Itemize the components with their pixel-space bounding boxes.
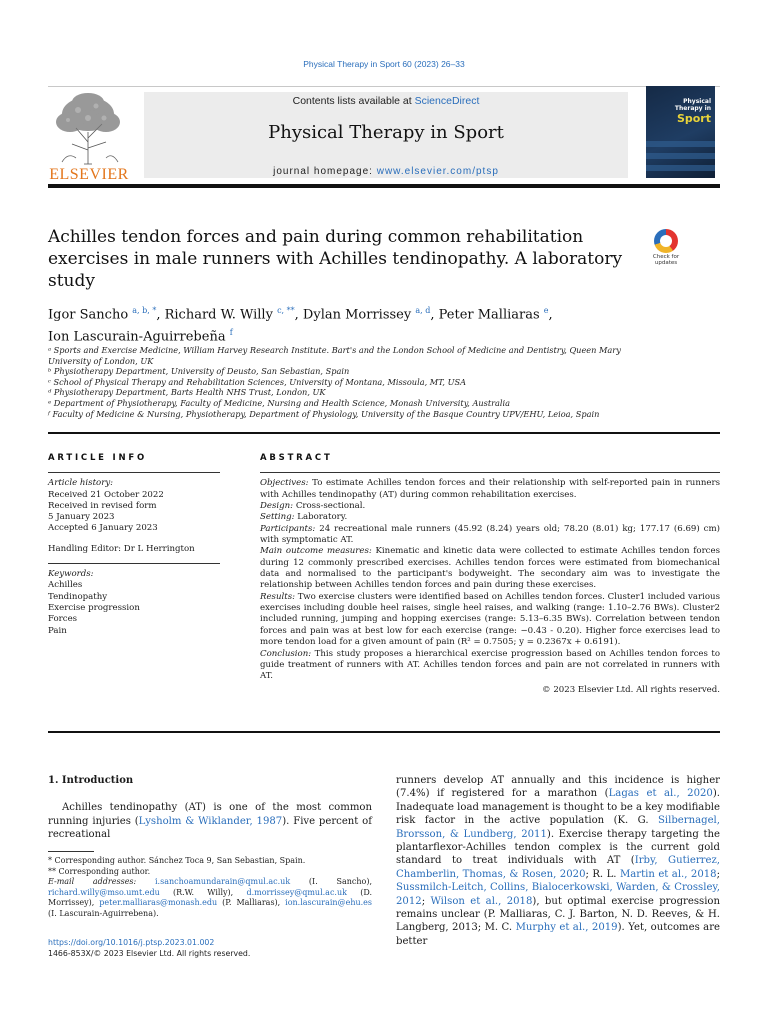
citation-link[interactable]: Sussmilch-Leitch, Collins, Bialocerkowski, Warden, & Crossley, 2012 — [396, 882, 720, 907]
keyword: Pain — [48, 625, 67, 636]
citation-link[interactable]: Martin et al., 2018 — [619, 868, 717, 880]
history-entry: 5 January 2023 — [48, 512, 115, 523]
author-affiliation-marker[interactable]: c, ** — [277, 306, 295, 315]
header-bottom-rule — [48, 184, 720, 188]
author-name[interactable]: Igor Sancho — [48, 307, 129, 323]
abstract-design — [260, 501, 720, 512]
check-for-updates-badge[interactable] — [646, 229, 686, 269]
abstract-results — [260, 592, 720, 649]
email-link[interactable]: ion.lascurain@ehu.es — [285, 898, 373, 908]
email-label: E-mail addresses: — [48, 877, 137, 887]
abstract-text: Two exercise clusters were identified based on Achilles tendon forces. Cluster1 included various exercises including double heel raises, single heel raises, and walking (range: 1.10–2.76 BWs). Cluster2 included running, jumping and hopping exercises (range: 5.13–6.35 BWs). Correlation between tendon forces and pain was at best low for each exercise (range: −0.43 - 0.20). Higher force exercises lead to more tendon load for a given amount of pain (R² = 0.7505; y = 0.2367x + 0.6191). — [260, 591, 720, 648]
homepage-prefix: journal homepage: — [273, 166, 377, 177]
cover-title-sport: Sport — [676, 112, 711, 125]
crossmark-label-line: updates — [654, 260, 678, 266]
keywords-rule — [48, 563, 220, 564]
abstract-text: Kinematic and kinetic data were collected to estimate Achilles tendon forces during 12 commonly prescribed exercises. Achilles tendon forces were estimated from biomechanical data and normalised to the participant's bodyweight. The secondary aim was to investigate the relationship between Achilles tendon forces and pain during these exercises. — [260, 546, 720, 591]
article-info-heading: ARTICLE INFO — [48, 453, 148, 463]
journal-title: Physical Therapy in Sport — [268, 122, 504, 143]
author-name[interactable]: Dylan Morrissey — [302, 307, 412, 323]
affiliation: ᶜ School of Physical Therapy and Rehabilitation Sciences, University of Montana, Missoula, MT, USA — [48, 376, 467, 387]
author-list — [48, 302, 648, 347]
email-link[interactable]: d.morrissey@qmul.ac.uk — [246, 887, 347, 897]
journal-cover-thumbnail[interactable] — [646, 86, 715, 178]
abstract-label: Main outcome measures: — [260, 546, 372, 557]
abstract-text: Cross-sectional. — [295, 501, 366, 512]
contents-prefix: Contents lists available at — [292, 95, 415, 107]
author-separator: , — [430, 307, 439, 323]
abstract-outcome-measures — [260, 546, 720, 591]
article-title: Achilles tendon forces and pain during common rehabilitation exercises in male runners with Achilles tendinopathy. A laboratory study — [48, 227, 623, 291]
footnotes — [48, 856, 372, 920]
citation-link[interactable]: Lagas et al., 2020 — [608, 788, 713, 800]
elsevier-logo[interactable] — [48, 92, 130, 184]
email-footnote — [48, 877, 372, 919]
author-separator: , — [548, 307, 553, 323]
citation-link[interactable]: Wilson et al., 2018 — [430, 895, 533, 907]
footnote: ** Corresponding author. — [48, 866, 151, 876]
footnote-rule — [48, 851, 94, 852]
abstract-label: Setting: — [260, 512, 295, 523]
cover-stripe — [646, 165, 715, 171]
citation-link[interactable]: Murphy et al., 2019 — [515, 922, 618, 934]
body-column-left — [48, 774, 372, 842]
abstract-text: This study proposes a hierarchical exercise progression based on Achilles tendon forces to guide treatment of runners with AT. Achilles tendon forces and pain are not correlated in runners with AT. — [260, 648, 721, 682]
journal-banner — [144, 92, 628, 178]
email-owner: (R.W. Willy), — [159, 887, 247, 897]
keyword: Tendinopathy — [48, 591, 108, 602]
email-owner: (P. Malliaras), — [217, 898, 286, 908]
abstract-participants — [260, 524, 720, 547]
body-paragraph — [48, 801, 372, 841]
abstract-rule — [260, 472, 720, 473]
affiliation: ᵃ Sports and Exercise Medicine, William Harvey Research Institute. Bart's and the London School of Medicine and Dentistry, Queen Mary University of London, UK — [48, 345, 621, 366]
abstract-text: Laboratory. — [297, 512, 348, 523]
doi-block — [48, 937, 250, 959]
abstract-label: Conclusion: — [260, 648, 312, 659]
author-affiliation-marker[interactable]: a, d — [415, 306, 431, 315]
affiliation: ᵈ Physiotherapy Department, Barts Health NHS Trust, London, UK — [48, 387, 326, 398]
body-column-right — [396, 774, 720, 948]
author-affiliation-marker[interactable]: e — [543, 306, 549, 315]
abstract-label: Design: — [260, 501, 294, 512]
keyword: Exercise progression — [48, 602, 140, 613]
crossmark-label — [646, 254, 686, 266]
author-name[interactable]: Ion Lascurain-Aguirrebeña — [48, 329, 226, 345]
section-rule — [48, 432, 720, 434]
citation-link[interactable]: Irby, Gutierrez, Chamberlin, Thomas, & Rosen, 2020 — [396, 855, 720, 880]
body-text: ). Inadequate load management is thought to be a key modifiable risk factor in the active population (K. G. — [396, 788, 721, 827]
elsevier-tree-icon — [48, 92, 130, 166]
keyword: Forces — [48, 614, 78, 625]
footnote: * Corresponding author. Sánchez Toca 9, San Sebastian, Spain. — [48, 856, 306, 865]
abstract-setting — [260, 512, 720, 523]
body-text: ). Exercise therapy targeting the plantarflexor-Achilles tendon complex is the current gold standard to treat individuals with AT ( — [396, 828, 721, 867]
abstract-conclusion — [260, 649, 720, 683]
cover-title — [675, 98, 711, 112]
cover-stripe — [646, 141, 715, 147]
author-affiliation-marker[interactable]: f — [229, 328, 233, 338]
email-link[interactable]: peter.malliaras@monash.edu — [99, 898, 218, 908]
section-rule — [48, 731, 720, 733]
section-heading-introduction: 1. Introduction — [48, 775, 134, 786]
article-history-label: Article history: — [48, 478, 114, 489]
homepage-line — [144, 166, 628, 177]
journal-homepage-link[interactable]: www.elsevier.com/ptsp — [376, 166, 499, 177]
author-affiliation-marker[interactable]: a, b, * — [132, 306, 157, 315]
body-text: ). Yet, outcomes are better — [396, 922, 720, 947]
abstract-label: Participants: — [260, 523, 316, 534]
journal-header — [48, 86, 720, 182]
handling-editor: Handling Editor: Dr L Herrington — [48, 543, 195, 554]
affiliation: ᵉ Department of Physiotherapy, Faculty of Medicine, Nursing and Health Science, Monash University, Australia — [48, 397, 511, 408]
body-text: runners develop AT annually and this incidence is higher (7.4%) if registered for a marathon ( — [396, 775, 720, 800]
abstract-heading: ABSTRACT — [260, 453, 333, 463]
abstract-label: Results: — [260, 591, 296, 602]
affiliation-list — [48, 345, 648, 419]
keywords-label: Keywords: — [48, 569, 94, 580]
doi-link[interactable]: https://doi.org/10.1016/j.ptsp.2023.01.002 — [48, 938, 215, 947]
crossmark-icon — [654, 229, 678, 253]
abstract-panel — [260, 453, 720, 696]
citation-link[interactable]: Silbernagel, Brorsson, & Lundberg, 2011 — [396, 815, 720, 840]
email-owner: (I. Lascurain-Aguirrebena). — [48, 908, 159, 918]
body-text: ; R. L. — [585, 868, 620, 880]
author-name[interactable]: Peter Malliaras — [438, 307, 540, 323]
affiliation: ᶠ Faculty of Medicine & Nursing, Physiotherapy, Department of Physiology, University of the Basque Country UPV/EHU, Leioa, Spain — [48, 408, 600, 419]
cover-title-line: Therapy in — [674, 105, 711, 112]
article-info-rule — [48, 472, 220, 473]
article-info-panel — [48, 453, 220, 637]
abstract-text: To estimate Achilles tendon forces and their relationship with self-reported pain in runners with Achilles tendinopathy (AT) during common rehabilitation exercises. — [260, 478, 721, 500]
body-text: ). Five percent of recreational — [48, 815, 372, 841]
email-link[interactable]: i.sanchoamundarain@qmul.ac.uk — [154, 877, 291, 887]
history-entry: Received 21 October 2022 — [48, 489, 164, 500]
publisher-wordmark: ELSEVIER — [49, 166, 129, 183]
spacer — [48, 535, 220, 544]
body-text: ; — [421, 895, 431, 907]
sciencedirect-link[interactable]: ScienceDirect — [414, 95, 480, 107]
journal-reference[interactable]: Physical Therapy in Sport 60 (2023) 26–33 — [303, 59, 465, 69]
history-entry: Accepted 6 January 2023 — [48, 523, 158, 534]
cover-title-line: Physical — [683, 98, 711, 105]
affiliation: ᵇ Physiotherapy Department, University of Deusto, San Sebastian, Spain — [48, 366, 350, 377]
contents-line — [144, 95, 628, 107]
author-separator: , — [294, 307, 303, 323]
citation-link[interactable]: Lysholm & Wiklander, 1987 — [138, 815, 283, 827]
body-text: ; — [716, 868, 720, 880]
copyright-notice: © 2023 Elsevier Ltd. All rights reserved. — [542, 684, 720, 695]
body-text: Achilles tendinopathy (AT) is one of the most common running injuries ( — [48, 802, 372, 827]
email-link[interactable]: richard.willy@mso.umt.edu — [48, 887, 160, 897]
author-separator: , — [156, 307, 165, 323]
body-paragraph — [396, 774, 720, 948]
body-text: ), but optimal exercise progression remains unclear (P. Malliaras, C. J. Barton, N. D. Reeves, & H. Langberg, 2013; M. C. — [396, 895, 720, 934]
cover-stripe — [646, 153, 715, 159]
email-owner: (I. Sancho), — [290, 877, 372, 887]
issn-copyright: 1466-853X/© 2023 Elsevier Ltd. All rights reserved. — [48, 949, 251, 958]
email-owner: (D. Morrissey), — [48, 887, 373, 908]
history-entry: Received in revised form — [48, 500, 157, 511]
abstract-label: Objectives: — [260, 478, 309, 489]
keyword: Achilles — [48, 580, 83, 591]
abstract-text: 24 recreational male runners (45.92 (8.24) years old; 78.20 (8.01) kg; 177.17 (6.69) cm) with symptomatic AT. — [260, 523, 720, 546]
abstract-objectives — [260, 478, 720, 501]
crossmark-label-line: Check for — [652, 254, 680, 260]
author-name[interactable]: Richard W. Willy — [164, 307, 273, 323]
